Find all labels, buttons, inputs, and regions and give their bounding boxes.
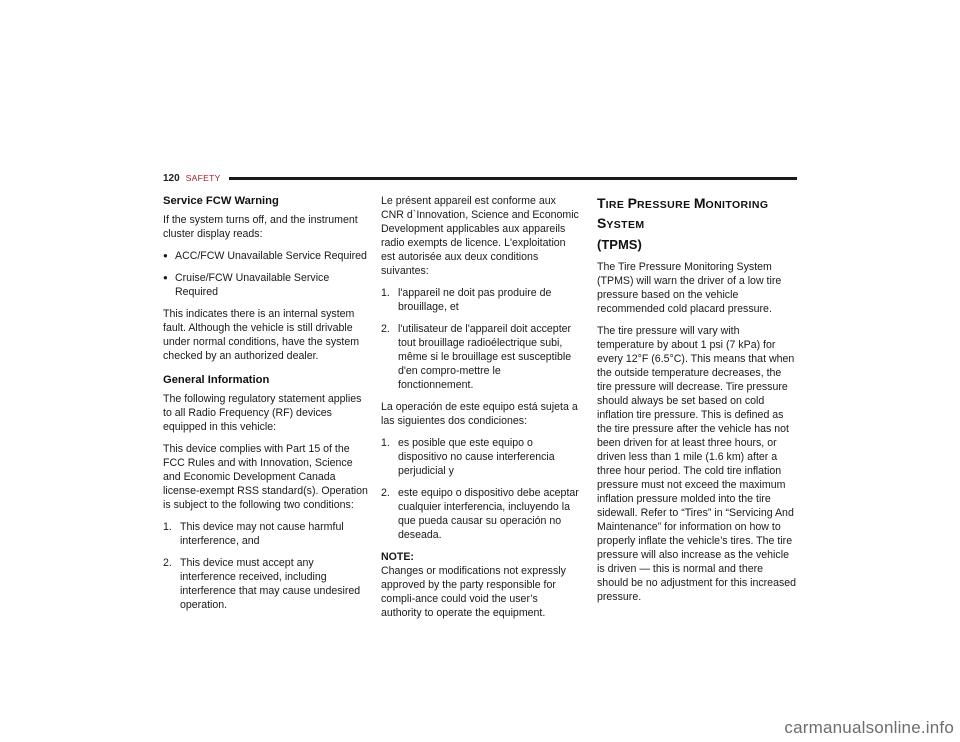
paragraph: The following regulatory statement applies to all Radio Frequency (RF) devices equipped in this vehicle: [163,393,362,433]
bullet-icon: ● [163,273,168,282]
list-item: 2. l'utilisateur de l'appareil doit accepter tout brouillage radioélectrique subi, même si le brouillage est susceptible d'en compro-mettre le fonctionnement. [381,323,572,391]
list-item: 2. This device must accept any interference received, including interference that may cause undesired operation. [163,557,361,611]
column-middle [381,194,579,620]
list-item: 1. es posible que este equipo o dispositivo no cause interferencia perjudicial y [381,437,555,477]
heading-tpms: TIRE PRESSURE MONITORING SYSTEM (TPMS) [597,195,769,252]
page-header [163,170,797,186]
paragraph-spanish: La operación de este equipo está sujeta a las siguientes dos condiciones: [381,401,578,427]
heading-general-information: General Information [163,374,270,386]
list-item: 1. This device may not cause harmful interference, and [163,521,344,547]
bullet-text: Cruise/FCW Unavailable Service Required [175,272,330,298]
bullet-icon: ● [163,251,168,260]
paragraph: If the system turns off, and the instrument cluster display reads: [163,214,358,240]
section-name: SAFETY [185,173,221,183]
header-rule [229,177,797,180]
paragraph-french: Le présent appareil est conforme aux CNR d`Innovation, Science and Economic Development applicables aux appareils radio exempts de licence. L'exploitation est autorisée aux deux conditions suivantes: [381,195,579,277]
page-number: 120 [163,172,180,184]
paragraph: This device complies with Part 15 of the FCC Rules and with Innovation, Science and Economic Development Canada license-exempt RSS standard(s). Operation is subject to the following two conditions: [163,443,368,511]
note-label: NOTE: [381,551,414,563]
paragraph: The tire pressure will vary with temperature by about 1 psi (7 kPa) for every 12°F (6.5°C). This means that when the outside temperature decreases, the tire pressure will decrease. Tire pressure should always be set based on cold inflation tire pressure. This is defined as the tire pressure after the vehicle has not been driven for at least three hours, or driven less than 1 mile (1.6 km) after a three hour period. The cold tire inflation pressure must not exceed the maximum inflation pressure molded into the tire sidewall. Refer to “Tires” in “Servicing And Maintenance” for information on how to properly inflate the vehicle’s tires. The tire pressure will also increase as the vehicle is driven — this is normal and there should be no adjustment for this increased pressure. [597,325,797,603]
bullet-text: ACC/FCW Unavailable Service Required [175,250,367,262]
column-right [597,194,797,612]
heading-service-fcw-warning: Service FCW Warning [163,195,279,207]
list-item: 2. este equipo o dispositivo debe aceptar cualquier interferencia, incluyendo la que pueda causar su operación no deseada. [381,487,579,541]
paragraph: The Tire Pressure Monitoring System (TPMS) will warn the driver of a low tire pressure based on the vehicle recommended cold placard pressure. [597,261,782,315]
column-left [163,194,369,620]
watermark-text: carmanualsonline.info [784,718,954,737]
bullet-item [163,271,369,299]
note-text: Changes or modifications not expressly approved by the party responsible for compli-ance could void the user’s authority to operate the equipment. [381,565,566,619]
bullet-item [163,249,369,263]
paragraph: This indicates there is an internal system fault. Although the vehicle is still drivable under normal conditions, have the system checked by an authorized dealer. [163,308,360,362]
list-item: 1. l'appareil ne doit pas produire de brouillage, et [381,287,552,313]
